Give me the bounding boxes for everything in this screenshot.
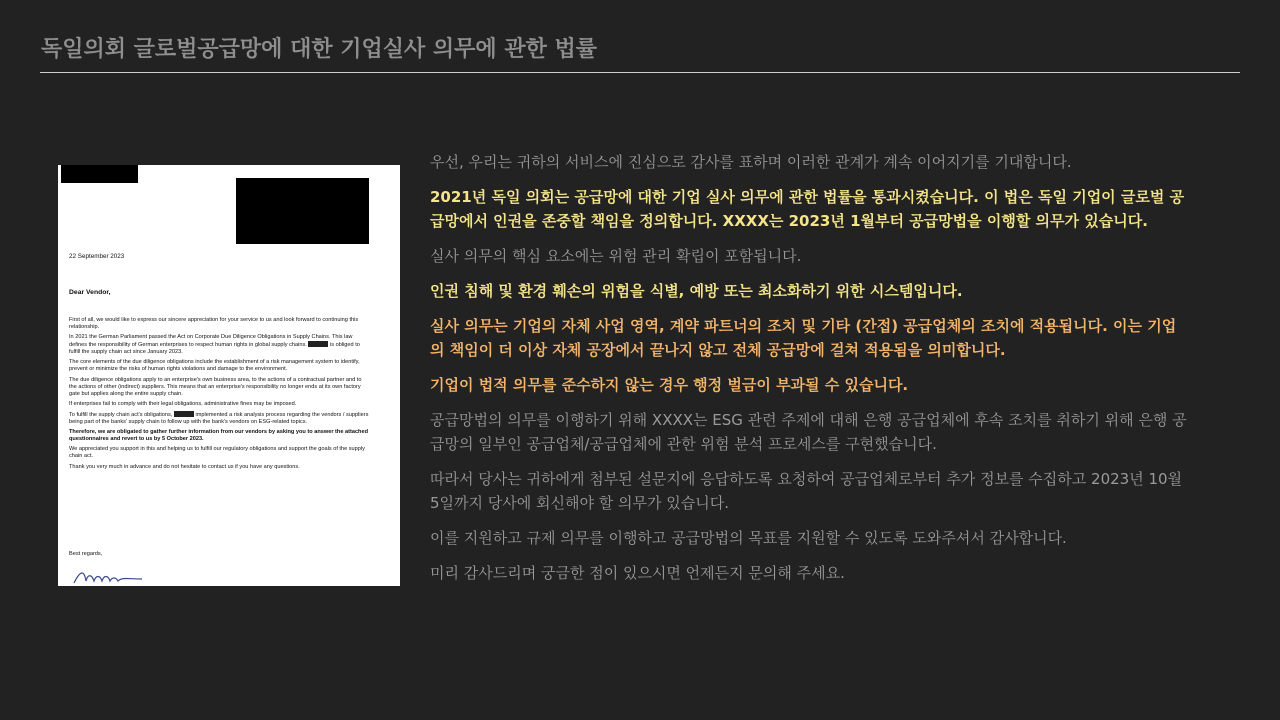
paragraph-highlight: 실사 의무는 기업의 자체 사업 영역, 계약 파트너의 조치 및 기타 (간접) 공급업체의 조치에 적용됩니다. 이는 기업의 책임이 더 이상 자체 공장에서 끝나지 않고 전체 공급망에 걸쳐 적용됨을 의미합니다. [430, 317, 1177, 359]
letter-text: implemented a risk analysis process regarding the vendors / suppliers being part of the banks' supply chain to follow up with the bank's vendors on ESG-related topics. [69, 411, 369, 425]
letter-paragraph: First of all, we would like to express our sincere appreciation for your service to us and look forward to continuing this relationship. [69, 317, 359, 330]
paragraph: 실사 의무의 핵심 요소에는 위험 관리 확립이 포함됩니다. [430, 247, 802, 265]
letter-paragraph: We appreciated you support in this and helping us to fulfill our regulatory obligations and support the goals of the supply chain act. [69, 446, 365, 460]
letter-text-bold: Therefore, we are obligated to gather further information from our vendors by asking you to answer the attached questionnaires and revert to us by 5 October 2023. [69, 429, 369, 443]
letter-image [58, 165, 400, 586]
paragraph-highlight: 인권 침해 및 환경 훼손의 위험을 식별, 예방 또는 최소화하기 위한 시스템입니다. [430, 282, 963, 300]
redacted-logo [61, 165, 138, 183]
letter-paragraph: If enterprises fail to comply with their legal obligations, administrative fines may be imposed. [69, 400, 297, 407]
redacted-address [236, 178, 369, 244]
signature-icon [72, 565, 152, 586]
letter-salutation: Dear Vendor, [69, 289, 111, 296]
letter-paragraph [69, 411, 369, 426]
translation-text [430, 150, 1190, 596]
paragraph-highlight: 2021년 독일 의회는 공급망에 대한 기업 실사 의무에 관한 법률을 통과시켰습니다. 이 법은 독일 기업이 글로벌 공급망에서 인권을 존중할 책임을 정의합니다. XXXX는 2023년 1월부터 공급망법을 이행할 의무가 있습니다. [430, 188, 1185, 230]
redacted-name [308, 341, 328, 347]
letter-paragraph: The due diligence obligations apply to an enterprise's own business area, to the actions of a contractual partner and to the actions of other (indirect) suppliers. This means that an enterprise's responsibility no longer ends at its own factory gate but applies along the entire supply chain. [69, 376, 362, 397]
letter-text: is obliged to fulfill the supply chain act since January 2023. [69, 342, 360, 356]
letter-text: To fulfill the supply chain act's obligations, [69, 411, 173, 418]
paragraph: 미리 감사드리며 궁금한 점이 있으시면 언제든지 문의해 주세요. [430, 564, 845, 582]
letter-text: In 2021 the German Parliament passed the Act on Corporate Due Diligence Obligations in Supply Chains. This law defines the responsibility of German enterprises to respect human rights in global supply chains. [69, 334, 353, 349]
paragraph: 따라서 당사는 귀하에게 첨부된 설문지에 응답하도록 요청하여 공급업체로부터 추가 정보를 수집하고 2023년 10월 5일까지 당사에 회신해야 할 의무가 있습니다. [430, 470, 1183, 512]
paragraph-highlight: 기업이 법적 의무를 준수하지 않는 경우 행정 벌금이 부과될 수 있습니다. [430, 376, 909, 394]
letter-paragraph: The core elements of the due diligence obligations include the establishment of a risk management system to identify, prevent or minimize the risks of human rights violations and damage to the environment. [69, 359, 360, 373]
paragraph: 우선, 우리는 귀하의 서비스에 진심으로 감사를 표하며 이러한 관계가 계속 이어지기를 기대합니다. [430, 153, 1072, 171]
paragraph: 공급망법의 의무를 이행하기 위해 XXXX는 ESG 관련 주제에 대해 은행 공급업체에 후속 조치를 취하기 위해 은행 공급망의 일부인 공급업체/공급업체에 관한 위험 분석 프로세스를 구현했습니다. [430, 411, 1187, 453]
paragraph: 이를 지원하고 규제 의무를 이행하고 공급망법의 목표를 지원할 수 있도록 도와주셔서 감사합니다. [430, 529, 1067, 547]
letter-paragraph [69, 429, 369, 443]
page-title: 독일의회 글로벌공급망에 대한 기업실사 의무에 관한 법률 [41, 37, 598, 62]
letter-paragraph: Thank you very much in advance and do not hesitate to contact us if you have any questions. [69, 463, 300, 470]
title-divider [40, 72, 1240, 73]
letter-body [69, 317, 369, 474]
letter-closing: Best regards, [69, 551, 103, 557]
letter-date: 22 September 2023 [69, 253, 125, 260]
redacted-name [174, 411, 194, 417]
letter-paragraph [69, 334, 369, 356]
